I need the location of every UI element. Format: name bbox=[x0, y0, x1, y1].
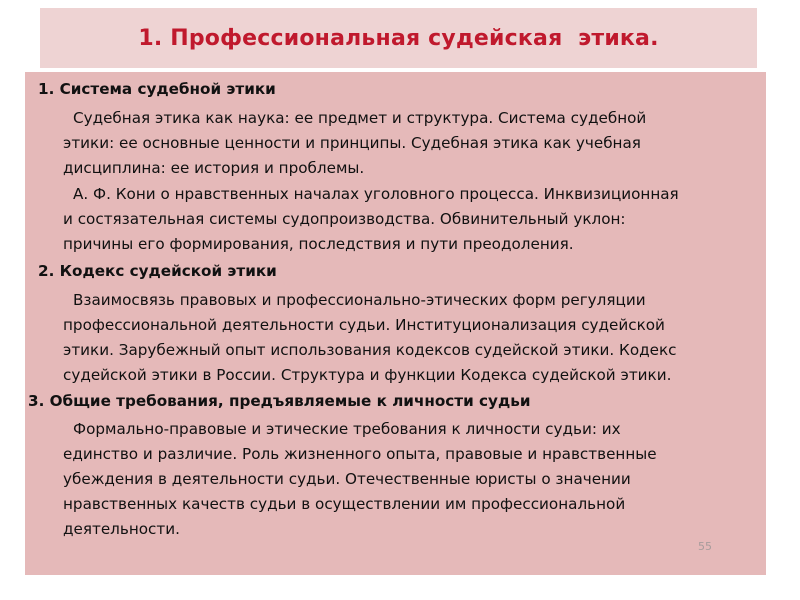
title-bar bbox=[40, 8, 757, 68]
paragraph-line: убеждения в деятельности судьи. Отечественные юристы о значении bbox=[63, 470, 631, 488]
paragraph-line: судейской этики в России. Структура и функции Кодекса судейской этики. bbox=[63, 366, 672, 384]
section-heading-2: 2. Кодекс судейской этики bbox=[38, 262, 277, 280]
content-box bbox=[25, 72, 766, 575]
section-heading-3: 3. Общие требования, предъявляемые к личности судьи bbox=[28, 392, 531, 410]
slide-title: 1. Профессиональная судейская этика. bbox=[138, 25, 659, 51]
paragraph-line: Судебная этика как наука: ее предмет и структура. Система судебной bbox=[73, 109, 647, 127]
paragraph-line: деятельности. bbox=[63, 520, 180, 538]
paragraph-line: причины его формирования, последствия и пути преодоления. bbox=[63, 235, 574, 253]
section-1-paragraph-1 bbox=[63, 106, 646, 181]
paragraph-line: Взаимосвязь правовых и профессионально-этических форм регуляции bbox=[73, 291, 646, 309]
section-1-paragraph-2 bbox=[63, 182, 679, 257]
page-number: 55 bbox=[698, 540, 712, 553]
paragraph-line: профессиональной деятельности судьи. Институционализация судейской bbox=[63, 316, 665, 334]
paragraph-line: Формально-правовые и этические требования к личности судьи: их bbox=[73, 420, 621, 438]
section-2-paragraph-1 bbox=[63, 288, 676, 388]
paragraph-line: этики. Зарубежный опыт использования кодексов судейской этики. Кодекс bbox=[63, 341, 677, 359]
section-3-paragraph-1 bbox=[63, 417, 657, 542]
paragraph-line: дисциплина: ее история и проблемы. bbox=[63, 159, 365, 177]
paragraph-line: А. Ф. Кони о нравственных началах уголовного процесса. Инквизиционная bbox=[73, 185, 679, 203]
paragraph-line: единство и различие. Роль жизненного опыта, правовые и нравственные bbox=[63, 445, 657, 463]
paragraph-line: нравственных качеств судьи в осуществлении им профессиональной bbox=[63, 495, 626, 513]
section-heading-1: 1. Система судебной этики bbox=[38, 80, 276, 98]
paragraph-line: этики: ее основные ценности и принципы. Судебная этика как учебная bbox=[63, 134, 641, 152]
paragraph-line: и состязательная системы судопроизводства. Обвинительный уклон: bbox=[63, 210, 626, 228]
